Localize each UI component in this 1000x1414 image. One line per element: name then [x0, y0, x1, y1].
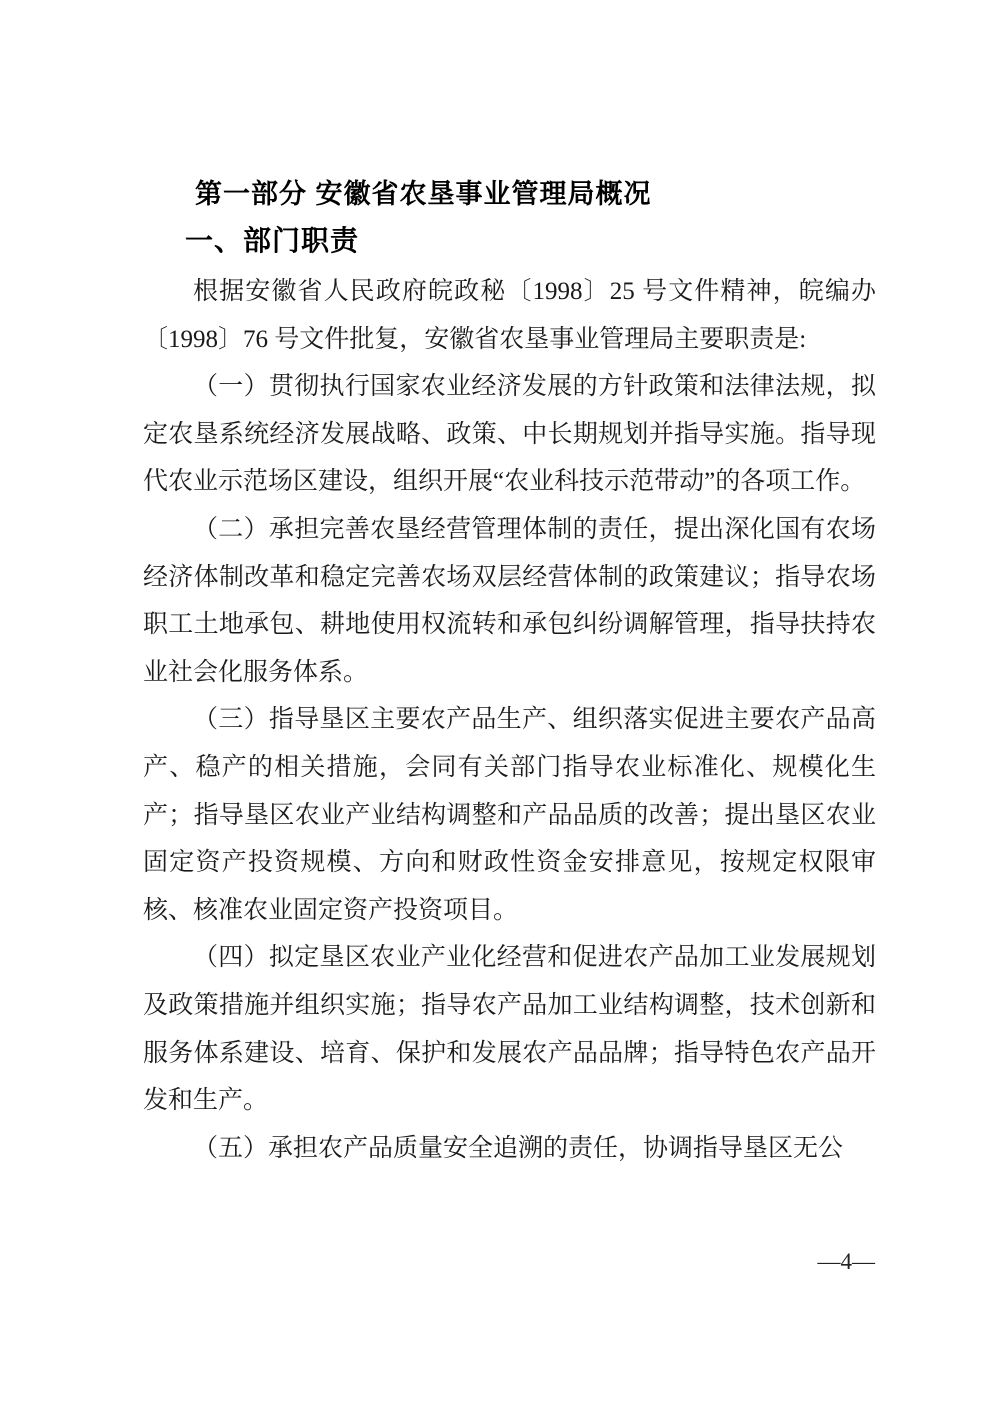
paragraph-duty-5: （五）承担农产品质量安全追溯的责任，协调指导垦区无公: [193, 1134, 844, 1162]
paragraph-duty-4: （四）拟定垦区农业产业化经营和促进农产品加工业发展规划及政策措施并组织实施；指导农产品加工业结构调整，技术创新和服务体系建设、培育、保护和发展农产品品牌；指导特色农产品开发和生产。: [143, 944, 876, 1115]
paragraph-intro: 根据安徽省人民政府皖政秘〔1998〕25 号文件精神，皖编办〔1998〕76 号文件批复，安徽省农垦事业管理局主要职责是:: [143, 278, 876, 353]
paragraph-duty-1: （一）贯彻执行国家农业经济发展的方针政策和法律法规，拟定农垦系统经济发展战略、政策、中长期规划并指导实施。指导现代农业示范场区建设，组织开展“农业科技示范带动”的各项工作。: [143, 373, 876, 496]
subsection-heading: 一、部门职责: [185, 225, 360, 256]
paragraph-duty-3: （三）指导垦区主要农产品生产、组织落实促进主要农产品高产、稳产的相关措施，会同有关部门指导农业标准化、规模化生产；指导垦区农业产业结构调整和产品品质的改善；提出垦区农业固定资产投资规模、方向和财政性资金安排意见，按规定权限审核、核准农业固定资产投资项目。: [143, 706, 876, 924]
document-content: [143, 178, 876, 1172]
page-number: —4—: [817, 1249, 875, 1274]
section-heading: 第一部分 安徽省农垦事业管理局概况: [195, 179, 652, 209]
paragraph-duty-2: （二）承担完善农垦经营管理体制的责任，提出深化国有农场经济体制改革和稳定完善农场双层经营体制的政策建议；指导农场职工土地承包、耕地使用权流转和承包纠纷调解管理，指导扶持农业社会化服务体系。: [143, 515, 876, 686]
body-text: [143, 268, 876, 1172]
